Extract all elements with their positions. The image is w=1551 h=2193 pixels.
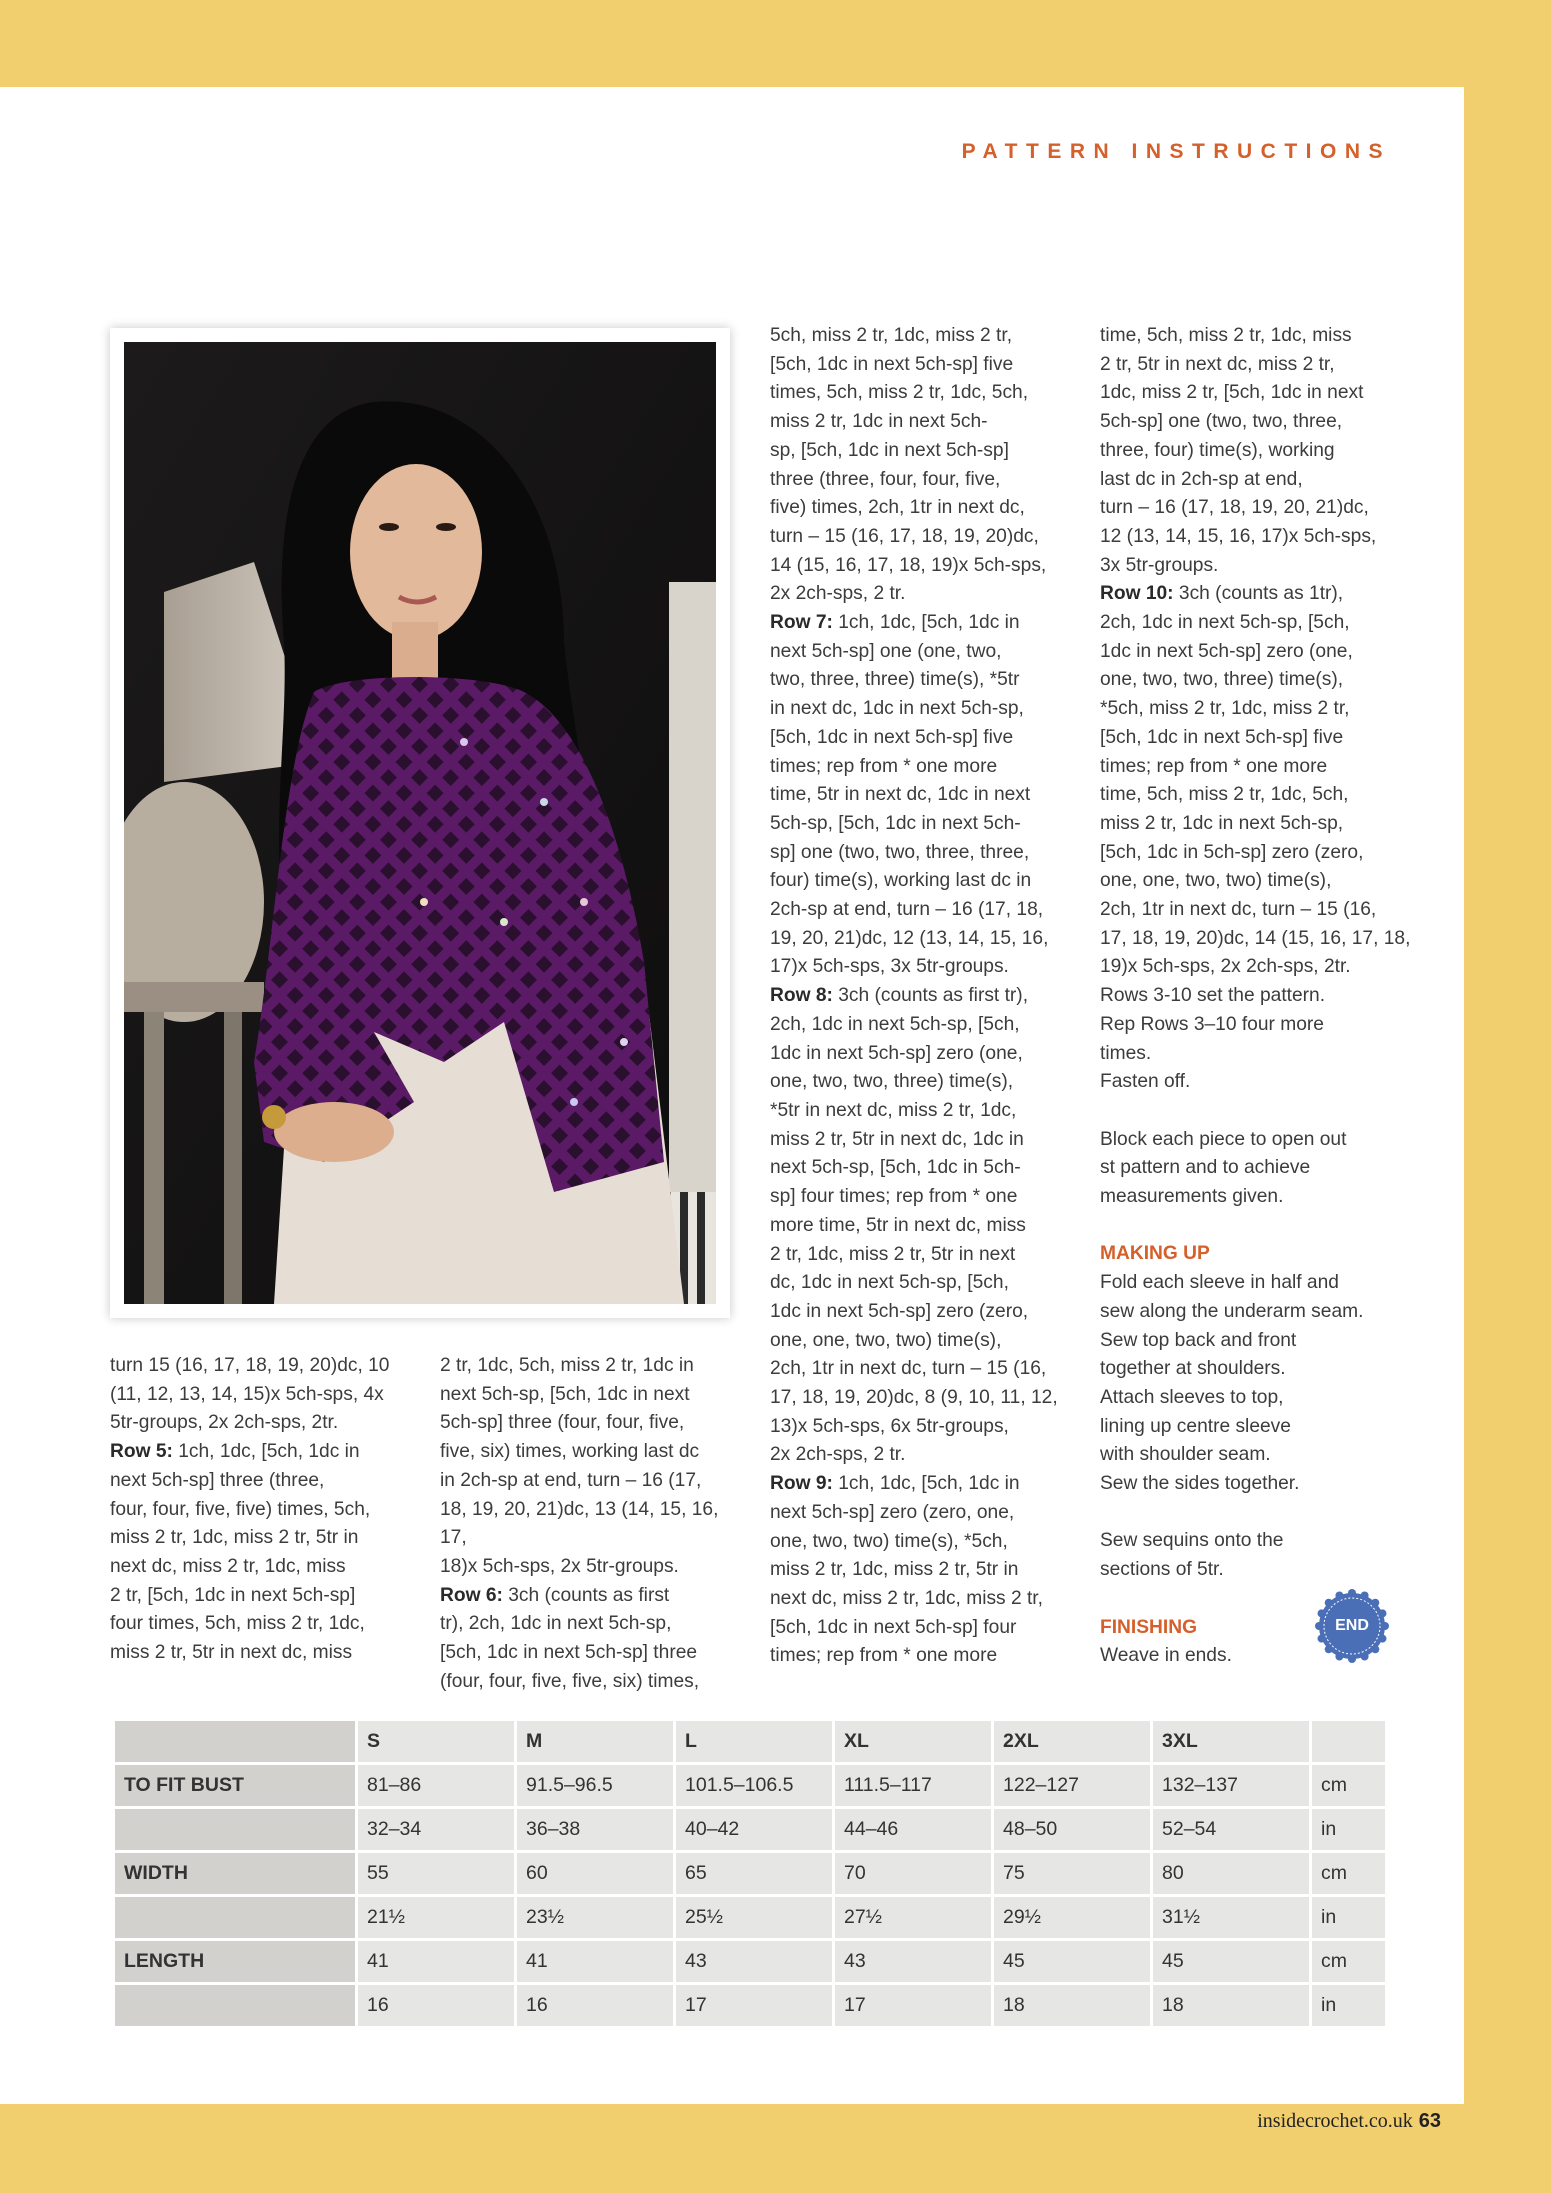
row-9-instruction	[770, 1470, 1080, 1499]
text-line: Weave in ends.	[1100, 1645, 1232, 1667]
table-cell: 44–46	[835, 1809, 991, 1850]
row-5-instruction	[110, 1438, 420, 1467]
table-cell: 32–34	[358, 1809, 514, 1850]
text-line: *5ch, miss 2 tr, 1dc, miss 2 tr,	[1100, 698, 1350, 720]
row-8-instruction	[770, 982, 1080, 1011]
text-line: sections of 5tr.	[1100, 1559, 1224, 1581]
text-line: 18)x 5ch-sps, 2x 5tr-groups.	[440, 1555, 679, 1577]
text-line: miss 2 tr, 1dc, miss 2 tr, 5tr in	[110, 1527, 359, 1549]
table-row	[115, 1941, 1385, 1982]
table-cell	[115, 1897, 355, 1938]
table-cell: 43	[835, 1941, 991, 1982]
text-line: 2x 2ch-sps, 2 tr.	[770, 583, 906, 605]
table-cell: 60	[517, 1853, 673, 1894]
text-line: 5tr-groups, 2x 2ch-sps, 2tr.	[110, 1412, 339, 1434]
text-line: times; rep from * one more	[770, 755, 998, 777]
text-line: sp, [5ch, 1dc in next 5ch-sp]	[770, 439, 1009, 461]
table-cell: 16	[358, 1985, 514, 2026]
text-line: 5ch-sp] three (four, four, five,	[440, 1412, 685, 1434]
table-row	[115, 1765, 1385, 1806]
text-line: measurements given.	[1100, 1186, 1284, 1208]
text-line: more time, 5tr in next dc, miss	[770, 1214, 1026, 1236]
page-footer	[1257, 2110, 1441, 2133]
table-cell: 41	[358, 1941, 514, 1982]
table-cell: 80	[1153, 1853, 1309, 1894]
table-cell: 52–54	[1153, 1809, 1309, 1850]
table-cell: 132–137	[1153, 1765, 1309, 1806]
text-line: 14 (15, 16, 17, 18, 19)x 5ch-sps,	[770, 554, 1047, 576]
text-line: 2ch, 1dc in next 5ch-sp, [5ch,	[1100, 612, 1350, 634]
table-cell: M	[517, 1721, 673, 1762]
website-link[interactable]: insidecrochet.co.uk	[1257, 2110, 1413, 2132]
table-cell: 43	[676, 1941, 832, 1982]
text-line: [5ch, 1dc in next 5ch-sp] five	[770, 726, 1014, 748]
making-up-heading: MAKING UP	[1100, 1243, 1210, 1265]
finishing-heading: FINISHING	[1100, 1616, 1198, 1638]
text-line: 17)x 5ch-sps, 3x 5tr-groups.	[770, 956, 1009, 978]
table-cell: 55	[358, 1853, 514, 1894]
text-line: five) times, 2ch, 1tr in next dc,	[770, 497, 1025, 519]
row-9-label: Row 9:	[770, 1473, 833, 1495]
page-number: 63	[1418, 2110, 1441, 2132]
text-line: times.	[1100, 1042, 1152, 1064]
text-column-2	[440, 1352, 750, 1696]
table-cell	[1312, 1721, 1385, 1762]
table-header-row	[115, 1721, 1385, 1762]
text-line: [5ch, 1dc in next 5ch-sp] five	[1100, 726, 1344, 748]
row-10-label: Row 10:	[1100, 583, 1174, 605]
text-line: 2ch-sp at end, turn – 16 (17, 18,	[770, 899, 1044, 921]
row-7-label: Row 7:	[770, 612, 833, 634]
table-cell: 25½	[676, 1897, 832, 1938]
table-cell: in	[1312, 1897, 1385, 1938]
text-line: miss 2 tr, 5tr in next dc, miss	[110, 1642, 353, 1664]
text-line: 17, 18, 19, 20)dc, 8 (9, 10, 11, 12,	[770, 1387, 1058, 1409]
text-line: two, three, three) time(s), *5tr	[770, 669, 1020, 691]
text-line: 1ch, 1dc, [5ch, 1dc in	[832, 612, 1020, 634]
text-line: next dc, miss 2 tr, 1dc, miss 2 tr,	[770, 1587, 1043, 1609]
table-cell: S	[358, 1721, 514, 1762]
text-line: turn – 15 (16, 17, 18, 19, 20)dc,	[770, 525, 1039, 547]
text-line: 2ch, 1tr in next dc, turn – 15 (16,	[770, 1358, 1047, 1380]
text-line: (11, 12, 13, 14, 15)x 5ch-sps, 4x	[110, 1383, 384, 1405]
photo-frame	[110, 328, 730, 1318]
text-line: 19)x 5ch-sps, 2x 2ch-sps, 2tr.	[1100, 956, 1351, 978]
table-cell: 36–38	[517, 1809, 673, 1850]
text-line: one, two, two, three) time(s),	[770, 1071, 1014, 1093]
text-line: 3ch (counts as first	[502, 1584, 670, 1606]
table-cell: 48–50	[994, 1809, 1150, 1850]
text-line: four) time(s), working last dc in	[770, 870, 1032, 892]
text-line: tr), 2ch, 1dc in next 5ch-sp,	[440, 1613, 672, 1635]
row-7-instruction	[770, 609, 1080, 638]
table-cell: 29½	[994, 1897, 1150, 1938]
text-column-3	[770, 322, 1080, 1671]
text-line: next 5ch-sp] one (one, two,	[770, 640, 1002, 662]
text-line: 5ch-sp, [5ch, 1dc in next 5ch-	[770, 812, 1021, 834]
table-cell: 16	[517, 1985, 673, 2026]
text-line: miss 2 tr, 1dc in next 5ch-sp,	[1100, 812, 1344, 834]
table-cell: 41	[517, 1941, 673, 1982]
text-line: Sew the sides together.	[1100, 1473, 1300, 1495]
text-line: 2ch, 1tr in next dc, turn – 15 (16,	[1100, 899, 1377, 921]
text-line: four times, 5ch, miss 2 tr, 1dc,	[110, 1613, 365, 1635]
table-cell	[115, 1809, 355, 1850]
text-line: in 2ch-sp at end, turn – 16 (17,	[440, 1469, 702, 1491]
table-row	[115, 1853, 1385, 1894]
text-line: 13)x 5ch-sps, 6x 5tr-groups,	[770, 1415, 1009, 1437]
table-cell: 91.5–96.5	[517, 1765, 673, 1806]
text-line: time, 5ch, miss 2 tr, 1dc, 5ch,	[1100, 784, 1349, 806]
text-line: 1dc in next 5ch-sp] zero (zero,	[770, 1300, 1029, 1322]
text-line: four, four, five, five) times, 5ch,	[110, 1498, 371, 1520]
table-cell: 45	[994, 1941, 1150, 1982]
text-line: miss 2 tr, 5tr in next dc, 1dc in	[770, 1128, 1024, 1150]
text-line: last dc in 2ch-sp at end,	[1100, 468, 1303, 490]
table-cell: 31½	[1153, 1897, 1309, 1938]
table-cell: 101.5–106.5	[676, 1765, 832, 1806]
text-line: 5ch-sp] one (two, two, three,	[1100, 411, 1343, 433]
table-cell: cm	[1312, 1941, 1385, 1982]
table-cell: cm	[1312, 1765, 1385, 1806]
text-line: 3ch (counts as 1tr),	[1173, 583, 1344, 605]
table-cell: 18	[1153, 1985, 1309, 2026]
text-line: Attach sleeves to top,	[1100, 1386, 1284, 1408]
table-row	[115, 1985, 1385, 2026]
text-line: times, 5ch, miss 2 tr, 1dc, 5ch,	[770, 382, 1029, 404]
text-line: turn – 16 (17, 18, 19, 20, 21)dc,	[1100, 497, 1369, 519]
table-row	[115, 1897, 1385, 1938]
text-line: one, two, two) time(s), *5ch,	[770, 1530, 1008, 1552]
text-line: 12 (13, 14, 15, 16, 17)x 5ch-sps,	[1100, 525, 1377, 547]
text-line: time, 5tr in next dc, 1dc in next	[770, 784, 1031, 806]
row-6-label: Row 6:	[440, 1584, 503, 1606]
table-cell: 65	[676, 1853, 832, 1894]
text-line: one, one, two, two) time(s),	[770, 1329, 1002, 1351]
text-line: turn 15 (16, 17, 18, 19, 20)dc, 10	[110, 1355, 390, 1376]
text-line: 2x 2ch-sps, 2 tr.	[770, 1444, 906, 1466]
text-line: [5ch, 1dc in next 5ch-sp] three	[440, 1642, 698, 1664]
text-line: 2 tr, 5tr in next dc, miss 2 tr,	[1100, 353, 1335, 375]
row-6-instruction	[440, 1582, 750, 1611]
text-line: Rows 3-10 set the pattern.	[1100, 985, 1326, 1007]
row-10-instruction	[1100, 580, 1420, 609]
table-cell: cm	[1312, 1853, 1385, 1894]
table-cell: 70	[835, 1853, 991, 1894]
text-line: miss 2 tr, 1dc in next 5ch-	[770, 411, 988, 433]
text-line: five, six) times, working last dc	[440, 1441, 700, 1463]
table-cell: LENGTH	[115, 1941, 355, 1982]
text-line: 1ch, 1dc, [5ch, 1dc in	[832, 1473, 1020, 1495]
text-line: dc, 1dc in next 5ch-sp, [5ch,	[770, 1272, 1009, 1294]
table-row	[115, 1809, 1385, 1850]
text-line: 1ch, 1dc, [5ch, 1dc in	[172, 1441, 360, 1463]
text-line: miss 2 tr, 1dc, miss 2 tr, 5tr in	[770, 1559, 1019, 1581]
text-line: 2 tr, 1dc, miss 2 tr, 5tr in next	[770, 1243, 1016, 1265]
text-line: 1dc in next 5ch-sp] zero (one,	[770, 1042, 1023, 1064]
text-line: 2ch, 1dc in next 5ch-sp, [5ch,	[770, 1013, 1020, 1035]
table-cell: L	[676, 1721, 832, 1762]
text-line: sp] four times; rep from * one	[770, 1186, 1018, 1208]
text-line: with shoulder seam.	[1100, 1444, 1271, 1466]
text-line: Sew top back and front	[1100, 1329, 1297, 1351]
text-line: in next dc, 1dc in next 5ch-sp,	[770, 698, 1024, 720]
woman-in-purple-crochet-top-photo	[124, 342, 716, 1304]
text-line: 17, 18, 19, 20)dc, 14 (15, 16, 17, 18,	[1100, 927, 1411, 949]
table-cell: 17	[676, 1985, 832, 2026]
table-cell: 17	[835, 1985, 991, 2026]
text-line: one, one, two, two) time(s),	[1100, 870, 1332, 892]
table-cell: 2XL	[994, 1721, 1150, 1762]
size-table	[112, 1718, 1388, 2029]
table-cell: 18	[994, 1985, 1150, 2026]
section-header: PATTERN INSTRUCTIONS	[961, 140, 1391, 163]
text-line: 19, 20, 21)dc, 12 (13, 14, 15, 16,	[770, 927, 1049, 949]
table-cell	[115, 1985, 355, 2026]
text-line: times; rep from * one more	[770, 1645, 998, 1667]
text-line: [5ch, 1dc in 5ch-sp] zero (zero,	[1100, 841, 1364, 863]
table-cell: 40–42	[676, 1809, 832, 1850]
text-line: times; rep from * one more	[1100, 755, 1328, 777]
table-cell: TO FIT BUST	[115, 1765, 355, 1806]
text-line: 1dc in next 5ch-sp] zero (one,	[1100, 640, 1353, 662]
table-cell: 111.5–117	[835, 1765, 991, 1806]
text-line: three (three, four, four, five,	[770, 468, 1001, 490]
text-line: (four, four, five, five, six) times,	[440, 1670, 700, 1692]
text-column-4	[1100, 322, 1420, 1671]
text-line: lining up centre sleeve	[1100, 1415, 1291, 1437]
end-label: END	[1335, 1617, 1369, 1634]
text-line: next 5ch-sp] zero (zero, one,	[770, 1501, 1015, 1523]
row-5-label: Row 5:	[110, 1441, 173, 1463]
text-line: Fasten off.	[1100, 1071, 1191, 1093]
text-line: Sew sequins onto the	[1100, 1530, 1284, 1552]
row-8-label: Row 8:	[770, 985, 833, 1007]
table-cell: 75	[994, 1853, 1150, 1894]
text-line: together at shoulders.	[1100, 1358, 1286, 1380]
text-line: 18, 19, 20, 21)dc, 13 (14, 15, 16, 17,	[440, 1498, 719, 1549]
text-line: st pattern and to achieve	[1100, 1157, 1311, 1179]
text-line: next 5ch-sp] three (three,	[110, 1469, 325, 1491]
table-cell: XL	[835, 1721, 991, 1762]
text-line: 2 tr, 1dc, 5ch, miss 2 tr, 1dc in	[440, 1355, 694, 1376]
text-line: three, four) time(s), working	[1100, 439, 1335, 461]
text-column-1	[110, 1352, 420, 1668]
text-line: sp] one (two, two, three, three,	[770, 841, 1030, 863]
table-cell: 81–86	[358, 1765, 514, 1806]
text-line: 5ch, miss 2 tr, 1dc, miss 2 tr,	[770, 325, 1013, 346]
table-cell: in	[1312, 1809, 1385, 1850]
table-cell: 3XL	[1153, 1721, 1309, 1762]
text-line: *5tr in next dc, miss 2 tr, 1dc,	[770, 1099, 1017, 1121]
text-line: one, two, two, three) time(s),	[1100, 669, 1344, 691]
table-cell: 122–127	[994, 1765, 1150, 1806]
text-line: Fold each sleeve in half and	[1100, 1272, 1339, 1294]
text-line: next dc, miss 2 tr, 1dc, miss	[110, 1555, 346, 1577]
text-line: [5ch, 1dc in next 5ch-sp] five	[770, 353, 1014, 375]
text-line: next 5ch-sp, [5ch, 1dc in next	[440, 1383, 690, 1405]
table-cell: 21½	[358, 1897, 514, 1938]
table-cell: 23½	[517, 1897, 673, 1938]
text-line: 2 tr, [5ch, 1dc in next 5ch-sp]	[110, 1584, 356, 1606]
table-cell: in	[1312, 1985, 1385, 2026]
text-line: 3ch (counts as first tr),	[832, 985, 1029, 1007]
table-cell: 45	[1153, 1941, 1309, 1982]
text-line: next 5ch-sp, [5ch, 1dc in 5ch-	[770, 1157, 1021, 1179]
text-line: [5ch, 1dc in next 5ch-sp] four	[770, 1616, 1017, 1638]
text-line: Block each piece to open out	[1100, 1128, 1347, 1150]
text-line: 3x 5tr-groups.	[1100, 554, 1219, 576]
table-cell: 27½	[835, 1897, 991, 1938]
table-cell	[115, 1721, 355, 1762]
text-line: 1dc, miss 2 tr, [5ch, 1dc in next	[1100, 382, 1364, 404]
text-line: time, 5ch, miss 2 tr, 1dc, miss	[1100, 325, 1352, 346]
text-line: sew along the underarm seam.	[1100, 1300, 1364, 1322]
table-cell: WIDTH	[115, 1853, 355, 1894]
text-line: Rep Rows 3–10 four more	[1100, 1013, 1324, 1035]
end-badge	[1315, 1589, 1389, 1663]
